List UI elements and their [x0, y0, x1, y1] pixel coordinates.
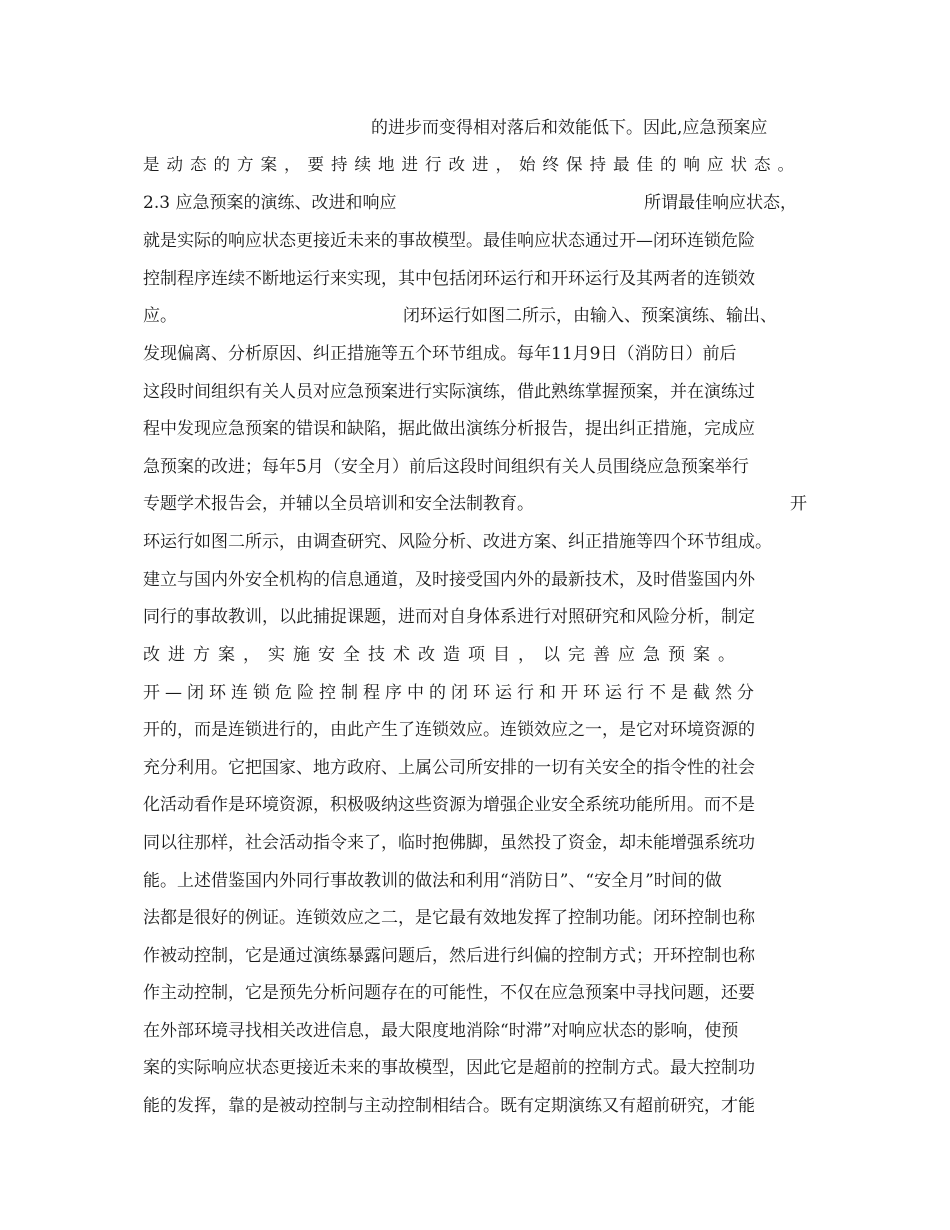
text-line: 同行的事故教训，以此捕捉课题，进而对自身体系进行对照研究和风险分析，制定	[143, 607, 755, 627]
text-line: 化活动看作是环境资源，积极吸纳这些资源为增强企业安全系统功能所用。而不是	[143, 795, 755, 815]
text-line: 建立与国内外安全机构的信息通道，及时接受国内外的最新技术，及时借鉴国内外	[143, 570, 755, 590]
text-line: 急预案的改进；每年5月（安全月）前后这段时间组织有关人员围绕应急预案举行	[143, 457, 749, 477]
text-line: 能的发挥，靠的是被动控制与主动控制相结合。既有定期演练又有超前研究，才能	[143, 1096, 755, 1116]
text-line: 专题学术报告会，并辅以全员培训和安全法制教育。	[143, 494, 534, 514]
text-line: 充分利用。它把国家、地方政府、上属公司所安排的一切有关安全的指令性的社会	[143, 758, 755, 778]
text-line: 的进步而变得相对落后和效能低下。因此,应急预案应	[371, 118, 768, 138]
text-line: 程中发现应急预案的错误和缺陷，据此做出演练分析报告，提出纠正措施，完成应	[143, 419, 755, 439]
text-line: 能。上述借鉴国内外同行事故教训的做法和利用“消防日”、“安全月”时间的做	[143, 871, 722, 891]
text-line: 是动态的方案，要持续地进行改进，始终保持最佳的响应状态。	[143, 155, 801, 174]
section-heading: 2.3 应急预案的演练、改进和响应	[143, 193, 397, 213]
text-line: 同以往那样，社会活动指令来了，临时抱佛脚，虽然投了资金，却未能增强系统功	[143, 833, 755, 853]
text-line: 就是实际的响应状态更接近未来的事故模型。最佳响应状态通过开—闭环连锁危险	[143, 231, 755, 251]
text-line: 在外部环境寻找相关改进信息，最大限度地消除“时滞”对响应状态的影响，使预	[143, 1021, 739, 1041]
text-line: 这段时间组织有关人员对应急预案进行实际演练，借此熟练掌握预案，并在演练过	[143, 382, 755, 402]
text-line: 闭环运行如图二所示，由输入、预案演练、输出、	[403, 306, 777, 326]
text-line: 所谓最佳响应状态，	[644, 193, 797, 213]
text-line: 应。	[143, 306, 177, 326]
text-line: 开的，而是连锁进行的，由此产生了连锁效应。连锁效应之一，是它对环境资源的	[143, 720, 755, 740]
text-line: 发现偏离、分析原因、纠正措施等五个环节组成。每年11月9日（消防日）前后	[143, 344, 737, 364]
text-line: 法都是很好的例证。连锁效应之二，是它最有效地发挥了控制功能。闭环控制也称	[143, 908, 755, 928]
text-line: 环运行如图二所示，由调查研究、风险分析、改进方案、纠正措施等四个环节组成。	[143, 532, 772, 552]
text-line: 开—闭环连锁危险控制程序中的闭环运行和开环运行不是截然分	[143, 683, 759, 703]
text-line: 开	[790, 494, 807, 514]
text-line: 改进方案，实施安全技术改造项目，以完善应急预案。	[143, 645, 743, 665]
text-line: 作主动控制，它是预先分析问题存在的可能性，不仅在应急预案中寻找问题，还要	[143, 983, 755, 1003]
text-line: 案的实际响应状态更接近未来的事故模型，因此它是超前的控制方式。最大控制功	[143, 1058, 755, 1078]
text-line: 控制程序连续不断地运行来实现，其中包括闭环运行和开环运行及其两者的连锁效	[143, 269, 755, 289]
text-line: 作被动控制，它是通过演练暴露问题后，然后进行纠偏的控制方式；开环控制也称	[143, 946, 755, 966]
